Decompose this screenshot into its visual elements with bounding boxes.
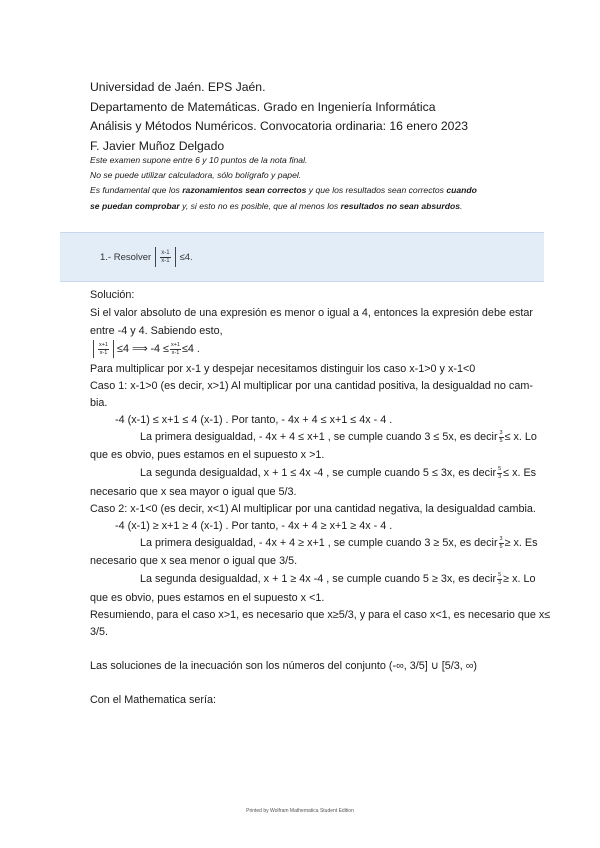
abs-bar-right bbox=[175, 247, 176, 267]
solution-line: La segunda desigualdad, x + 1 ≥ 4x -4 , se cumple cuando 5 ≥ 3x, es decir $\frac{5}{3}$ ≥ x. Lo bbox=[140, 572, 536, 586]
fraction: $\frac{x+1}{x-1}$ bbox=[99, 342, 109, 356]
exam-notes bbox=[90, 153, 520, 214]
solution-math-line: $\frac{x+1}{x-1}$ ≤4 ⟹ -4 ≤ $\frac{x+1}{x-1}$ ≤4 . bbox=[90, 340, 200, 358]
department-line: Departamento de Matemáticas. Grado en Ingeniería Informática bbox=[90, 99, 436, 114]
fraction: $\frac{x+1}{x-1}$ bbox=[170, 342, 180, 356]
solution-line: Si el valor absoluto de una expresión es menor o igual a 4, entonces la expresión debe estar bbox=[90, 307, 533, 319]
note-1: Este examen supone entre 6 y 10 puntos de la nota final. bbox=[90, 155, 308, 165]
solution-line: La segunda desigualdad, x + 1 ≤ 4x -4 , se cumple cuando 5 ≤ 3x, es decir $\frac{5}{3}$ ≤ x. Es bbox=[140, 466, 537, 480]
author-line: F. Javier Muñoz Delgado bbox=[90, 138, 225, 153]
solution-line: La primera desigualdad, - 4x + 4 ≤ x+1 , se cumple cuando 3 ≤ 5x, es decir $\frac{3}{5}$ ≤ x. Lo bbox=[140, 430, 537, 444]
document-header bbox=[90, 78, 530, 156]
abs-bar-left bbox=[155, 247, 156, 267]
solution-line: que es obvio, pues estamos en el supuesto x >1. bbox=[90, 449, 325, 461]
note-3: Es fundamental que los razonamientos sean correctos y que los resultados sean correctos cuando bbox=[90, 185, 477, 196]
fraction: $\frac{5}{3}$ bbox=[498, 572, 502, 586]
mathematica-line: Con el Mathematica sería: bbox=[90, 694, 217, 706]
abs-bar-right bbox=[113, 340, 114, 358]
solution-set-line: Las soluciones de la inecuación son los números del conjunto (-∞, 3/5] ∪ [5/3, ∞) bbox=[90, 660, 478, 672]
solution-line: Para multiplicar por x-1 y despejar necesitamos distinguir los caso x-1>0 y x-1<0 bbox=[90, 363, 476, 375]
solution-line: bia. bbox=[90, 397, 108, 409]
solution-heading: Solución: bbox=[90, 289, 135, 301]
print-footer: Printed by Wolfram Mathematica Student Edition bbox=[246, 808, 354, 814]
note-4: se puedan comprobar y, si esto no es posible, que al menos los resultados no sean absurdos. bbox=[90, 200, 463, 211]
solution-line: -4 (x-1) ≥ x+1 ≥ 4 (x-1) . Por tanto, - 4x + 4 ≥ x+1 ≥ 4x - 4 . bbox=[115, 520, 393, 532]
fraction: $\frac{5}{3}$ bbox=[498, 466, 502, 480]
solution-line: necesario que x sea mayor o igual que 5/3. bbox=[90, 486, 297, 498]
abs-bar-left bbox=[93, 340, 94, 358]
solution-line: La primera desigualdad, - 4x + 4 ≥ x+1 , se cumple cuando 3 ≥ 5x, es decir $\frac{3}{5}$ ≥ x. Es bbox=[140, 536, 538, 550]
fraction: $\frac{3}{5}$ bbox=[499, 536, 503, 550]
case2-heading: Caso 2: x-1<0 (es decir, x<1) Al multiplicar por una cantidad negativa, la desigualdad cambia. bbox=[90, 503, 536, 515]
university-line: Universidad de Jaén. EPS Jaén. bbox=[90, 80, 266, 94]
case1-heading: Caso 1: x-1>0 (es decir, x>1) Al multiplicar por una cantidad positiva, la desigualdad no cam- bbox=[90, 380, 533, 392]
exercise-fraction: $\frac{x-1}{x-1}$ bbox=[161, 249, 170, 264]
fraction: $\frac{3}{5}$ bbox=[499, 430, 503, 444]
exercise-input-cell[interactable] bbox=[60, 232, 544, 282]
exercise-statement: 1.- Resolver $\frac{x-1}{x-1}$ ≤4. bbox=[100, 247, 193, 267]
note-2: No se puede utilizar calculadora, sólo bolígrafo y papel. bbox=[90, 170, 302, 181]
course-line: Análisis y Métodos Numéricos. Convocatoria ordinaria: 16 enero 2023 bbox=[90, 119, 469, 133]
solution-line: necesario que x sea menor o igual que 3/5. bbox=[90, 555, 298, 567]
summary-line: Resumiendo, para el caso x>1, es necesario que x≥5/3, y para el caso x<1, es necesario que x≤ bbox=[90, 609, 551, 621]
summary-line: 3/5. bbox=[90, 626, 109, 638]
solution-line: -4 (x-1) ≤ x+1 ≤ 4 (x-1) . Por tanto, - 4x + 4 ≤ x+1 ≤ 4x - 4 . bbox=[115, 414, 393, 426]
solution-line: que es obvio, pues estamos en el supuesto x <1. bbox=[90, 592, 325, 604]
solution-line: entre -4 y 4. Sabiendo esto, bbox=[90, 325, 223, 337]
